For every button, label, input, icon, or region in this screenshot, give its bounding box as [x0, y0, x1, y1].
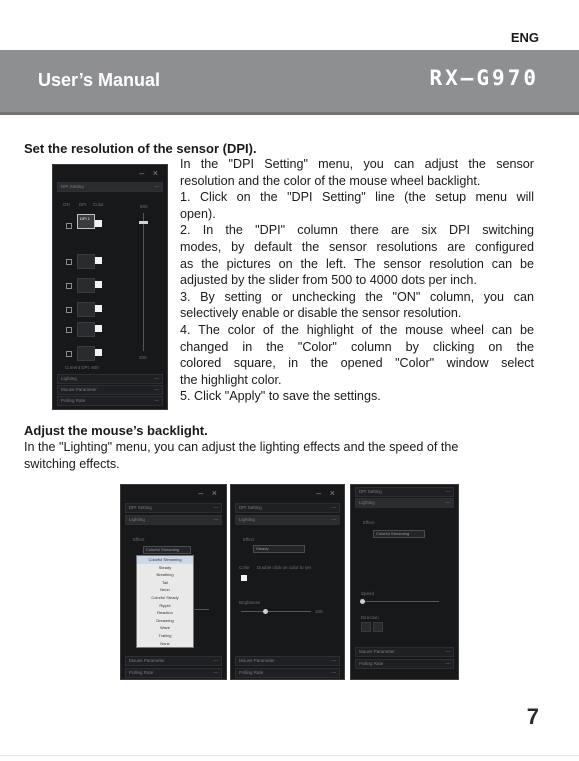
effect-option[interactable]: Ripple: [159, 602, 171, 608]
effect-option[interactable]: Dreaming: [156, 617, 174, 623]
lighting-row[interactable]: Lighting —: [355, 498, 454, 508]
effect-label: Effect: [363, 520, 375, 525]
effect-option[interactable]: Breathing: [156, 572, 174, 578]
direction-right-button[interactable]: [373, 622, 383, 632]
page-number: 7: [526, 704, 539, 729]
text-line: 3. By setting or unchecking the "ON" column, you can: [180, 289, 534, 304]
window-controls[interactable]: – ×: [139, 168, 161, 178]
text-line: In the "DPI Setting" menu, you can adjust the sensor: [180, 157, 534, 171]
column-dpi-label: DPI: [79, 202, 87, 207]
dpi-enable-checkbox-3[interactable]: [66, 283, 72, 289]
mouse-parameter-row[interactable]: Mouse Parameter —: [355, 647, 454, 657]
lighting-row[interactable]: Lighting —: [235, 515, 340, 525]
lighting-window-speed: [350, 484, 459, 680]
direction-left-button[interactable]: [361, 622, 371, 632]
mouse-parameter-row[interactable]: Mouse Parameter —: [235, 656, 340, 666]
speed-slider-track[interactable]: [361, 601, 439, 602]
text-line: the highlight color.: [180, 372, 282, 387]
dpi-setting-row[interactable]: DPI Setting —: [355, 487, 454, 497]
dpi-mode-1[interactable]: DPI 1: [77, 214, 95, 229]
lighting-row[interactable]: Lighting —: [125, 515, 222, 525]
effect-option[interactable]: Reaction: [157, 610, 173, 616]
dpi-setting-row[interactable]: DPI Setting —: [57, 182, 163, 192]
lighting-window-steady: [230, 484, 345, 680]
text-line: selectively enable or disable the sensor resolution.: [180, 306, 462, 321]
dpi-slider-thumb[interactable]: [139, 221, 148, 224]
effect-option[interactable]: Colorful Streaming: [137, 556, 193, 564]
dpi-setting-row[interactable]: DPI Setting —: [235, 503, 340, 513]
text-line: 5. Click "Apply" to save the settings.: [180, 389, 381, 404]
dpi-color-swatch-4[interactable]: [95, 305, 102, 312]
slider-top-value: 800: [140, 204, 148, 209]
text-line: adjusted by the slider from 500 to 4000 dots per inch.: [180, 273, 477, 288]
speed-slider-track[interactable]: [193, 609, 209, 610]
effect-options-menu: [136, 555, 194, 648]
brightness-slider-track[interactable]: [241, 611, 311, 612]
brightness-label: Brightness: [239, 600, 261, 605]
dpi-enable-checkbox-4[interactable]: [66, 307, 72, 313]
page-divider: [0, 755, 579, 756]
text-line: 1. Click on the "DPI Setting" line (the setup menu will: [180, 190, 534, 205]
text-line: 4. The color of the highlight of the mouse wheel can be: [180, 322, 534, 337]
speed-slider-thumb[interactable]: [360, 599, 365, 604]
dpi-instructions: [180, 156, 534, 405]
speed-label: Speed: [361, 591, 375, 596]
effect-option[interactable]: Wave: [159, 625, 171, 631]
polling-rate-row[interactable]: Polling Rate —: [355, 659, 454, 669]
effect-option[interactable]: Colorful Steady: [151, 594, 179, 600]
brightness-value: 100: [315, 609, 323, 614]
mouse-parameter-row[interactable]: Mouse Parameter —: [57, 385, 163, 395]
mouse-parameter-row[interactable]: Mouse Parameter —: [125, 656, 222, 666]
dpi-mode-5[interactable]: [77, 322, 95, 337]
effect-dropdown[interactable]: Colorful Streaming: [143, 546, 191, 554]
language-label: ENG: [510, 30, 539, 45]
effect-option[interactable]: Trailing: [158, 632, 172, 638]
current-dpi: Current DPI: 800: [65, 365, 99, 370]
dpi-enable-checkbox-1[interactable]: [66, 223, 72, 229]
slider-bottom-value: 400: [139, 355, 147, 360]
window-controls[interactable]: – ×: [316, 488, 338, 498]
effect-dropdown[interactable]: Colorful Streaming: [373, 530, 425, 538]
dpi-setting-window: [52, 164, 168, 410]
text-line: open).: [180, 206, 216, 221]
brightness-slider-thumb[interactable]: [263, 609, 268, 614]
header-banner: [0, 50, 579, 115]
dpi-color-swatch-6[interactable]: [95, 349, 102, 356]
dpi-color-swatch-1[interactable]: [95, 220, 102, 227]
dpi-mode-3[interactable]: [77, 278, 95, 293]
color-hint: Double click on color to set: [257, 565, 311, 570]
text-line: as the pictures on the left. The sensor resolution can be: [180, 256, 534, 271]
polling-rate-row[interactable]: Polling Rate —: [235, 668, 340, 678]
color-label: Color: [239, 565, 250, 570]
model-name: RX–G970: [429, 66, 539, 90]
effect-option[interactable]: None: [160, 640, 170, 646]
text-line: changed in the "Color" column by clicking on the: [180, 339, 534, 354]
dpi-color-swatch-3[interactable]: [95, 281, 102, 288]
effect-label: Effect: [133, 537, 145, 542]
dpi-enable-checkbox-5[interactable]: [66, 327, 72, 333]
window-controls[interactable]: – ×: [198, 488, 220, 498]
lighting-window-effects: [120, 484, 227, 680]
effect-dropdown[interactable]: Steady: [253, 545, 305, 553]
section-heading-backlight: Adjust the mouse’s backlight.: [24, 423, 208, 438]
dpi-mode-4[interactable]: [77, 302, 95, 317]
dpi-color-swatch-2[interactable]: [95, 257, 102, 264]
dpi-slider-track[interactable]: [143, 213, 144, 351]
color-swatch[interactable]: [241, 575, 247, 581]
manual-title: User’s Manual: [38, 70, 161, 90]
text-line: In the "Lighting" menu, you can adjust the lighting effects and the speed of the: [24, 440, 459, 454]
text-line: resolution and the color of the mouse wheel backlight.: [180, 173, 481, 188]
effect-option[interactable]: Tail: [161, 579, 168, 585]
text-line: colored square, in the opened "Color" window select: [180, 356, 534, 371]
text-line: switching effects.: [24, 456, 120, 471]
dpi-enable-checkbox-6[interactable]: [66, 351, 72, 357]
backlight-intro: [24, 439, 534, 472]
section-heading-dpi: Set the resolution of the sensor (DPI).: [24, 141, 257, 156]
dpi-mode-6[interactable]: [77, 346, 95, 361]
polling-rate-row[interactable]: Polling Rate —: [125, 668, 222, 678]
direction-label: Direction: [361, 615, 379, 620]
column-on-label: ON: [63, 202, 70, 207]
dpi-setting-row[interactable]: DPI Setting —: [125, 503, 222, 513]
text-line: 2. In the "DPI" column there are six DPI switching: [180, 223, 534, 238]
dpi-color-swatch-5[interactable]: [95, 325, 102, 332]
polling-rate-row[interactable]: Polling Rate —: [57, 396, 163, 406]
effect-option[interactable]: Steady: [158, 564, 172, 570]
dpi-enable-checkbox-2[interactable]: [66, 259, 72, 265]
effect-option[interactable]: Neon: [160, 587, 170, 593]
lighting-row[interactable]: Lighting —: [57, 374, 163, 384]
dpi-mode-2[interactable]: [77, 254, 95, 269]
effect-label: Effect: [243, 537, 255, 542]
column-color-label: Color: [93, 202, 104, 207]
text-line: modes, by default the sensor resolutions are configured: [180, 239, 534, 254]
